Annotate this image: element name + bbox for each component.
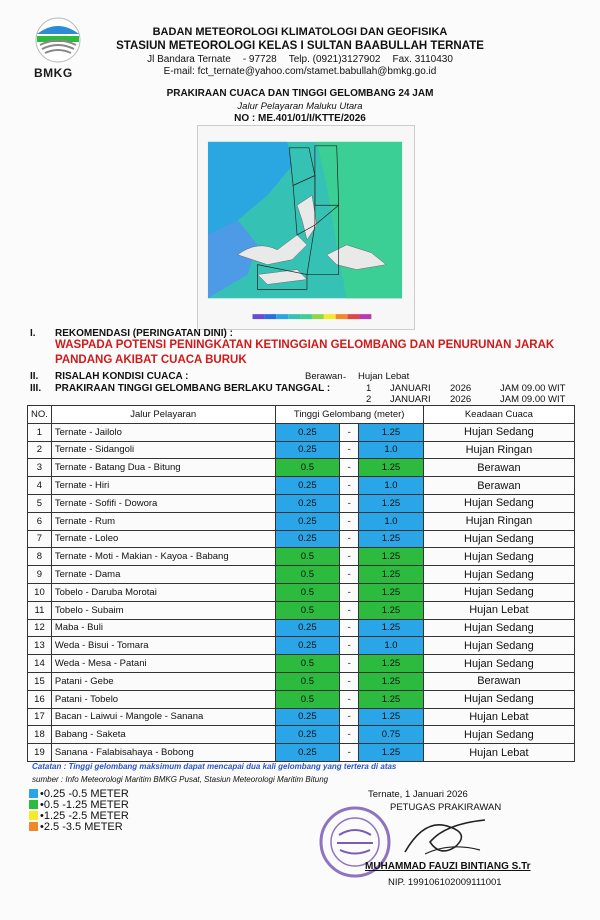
fax: Fax. 3110430 xyxy=(392,54,453,65)
row-max-height: 1.25 xyxy=(359,583,424,601)
legend-label: 0.25 -0.5 METER xyxy=(43,787,129,800)
row-route: Ternate - Rum xyxy=(51,512,275,530)
signature-place-date: Ternate, 1 Januari 2026 xyxy=(368,789,468,800)
table-row xyxy=(28,744,575,762)
row-dash: - xyxy=(340,601,359,619)
header-wave-height: Tinggi Gelombang (meter) xyxy=(275,406,423,424)
legend-label: 2.5 -3.5 METER xyxy=(43,820,123,833)
row-route: Weda - Bisui - Tomara xyxy=(51,637,275,655)
table-row xyxy=(28,548,575,566)
section-ii-num: II. xyxy=(30,371,39,382)
row-no: 2 xyxy=(28,441,52,459)
valid-to-year: 2026 xyxy=(450,394,472,405)
row-min-height: 0.25 xyxy=(275,530,340,548)
row-dash: - xyxy=(340,583,359,601)
row-dash: - xyxy=(340,566,359,584)
row-max-height: 1.25 xyxy=(359,672,424,690)
row-max-height: 1.25 xyxy=(359,566,424,584)
row-no: 16 xyxy=(28,690,52,708)
signature-name: MUHAMMAD FAUZI BINTIANG S.Tr xyxy=(365,861,531,872)
row-weather: Hujan Ringan xyxy=(423,512,574,530)
risalah-dash: - xyxy=(343,372,347,383)
row-weather: Hujan Sedang xyxy=(423,690,574,708)
row-no: 11 xyxy=(28,601,52,619)
legend-item: • 0.25 -0.5 METER xyxy=(29,788,129,799)
row-min-height: 0.25 xyxy=(275,726,340,744)
risalah-value-1: Berawan xyxy=(305,371,343,382)
row-min-height: 0.25 xyxy=(275,423,340,441)
row-weather: Hujan Sedang xyxy=(423,548,574,566)
section-ii-label: RISALAH KONDISI CUACA : xyxy=(55,371,189,382)
row-max-height: 1.25 xyxy=(359,494,424,512)
row-route: Weda - Mesa - Patani xyxy=(51,655,275,673)
row-route: Patani - Gebe xyxy=(51,672,275,690)
legend-label: 1.25 -2.5 METER xyxy=(43,809,129,822)
row-weather: Berawan xyxy=(423,477,574,495)
doc-title: PRAKIRAAN CUACA DAN TINGGI GELOMBANG 24 JAM xyxy=(166,88,434,99)
table-row xyxy=(28,494,575,512)
valid-from-day: 1 xyxy=(366,383,372,394)
row-route: Tobelo - Subaim xyxy=(51,601,275,619)
row-dash: - xyxy=(340,530,359,548)
row-route: Ternate - Hiri xyxy=(51,477,275,495)
row-weather: Berawan xyxy=(423,672,574,690)
row-no: 7 xyxy=(28,530,52,548)
wave-height-map xyxy=(197,125,415,330)
station-name: STASIUN METEOROLOGI KELAS I SULTAN BAABULLAH TERNATE xyxy=(116,40,484,52)
row-no: 19 xyxy=(28,744,52,762)
row-min-height: 0.25 xyxy=(275,477,340,495)
table-row xyxy=(28,726,575,744)
table-row xyxy=(28,619,575,637)
row-no: 17 xyxy=(28,708,52,726)
row-route: Ternate - Jailolo xyxy=(51,423,275,441)
row-route: Ternate - Moti - Makian - Kayoa - Babang xyxy=(51,548,275,566)
legend-item: • 0.5 -1.25 METER xyxy=(29,799,129,810)
table-row xyxy=(28,441,575,459)
row-dash: - xyxy=(340,655,359,673)
row-max-height: 1.25 xyxy=(359,530,424,548)
row-no: 1 xyxy=(28,423,52,441)
row-weather: Hujan Sedang xyxy=(423,655,574,673)
row-dash: - xyxy=(340,619,359,637)
row-max-height: 1.25 xyxy=(359,655,424,673)
row-min-height: 0.25 xyxy=(275,708,340,726)
row-min-height: 0.5 xyxy=(275,601,340,619)
row-dash: - xyxy=(340,744,359,762)
legend-swatch xyxy=(29,789,38,798)
row-weather: Berawan xyxy=(423,459,574,477)
phone: Telp. (0921)3127902 xyxy=(288,54,381,65)
row-min-height: 0.25 xyxy=(275,512,340,530)
row-min-height: 0.25 xyxy=(275,441,340,459)
row-dash: - xyxy=(340,459,359,477)
row-route: Ternate - Sidangoli xyxy=(51,441,275,459)
table-row xyxy=(28,708,575,726)
warning-text: WASPADA POTENSI PENINGKATAN KETINGGIAN GELOMBANG DAN PENURUNAN JARAK PANDANG AKIBAT CUACA BURUK xyxy=(55,339,555,366)
row-weather: Hujan Sedang xyxy=(423,423,574,441)
table-row xyxy=(28,512,575,530)
legend-swatch xyxy=(29,800,38,809)
row-route: Babang - Saketa xyxy=(51,726,275,744)
valid-from-time: JAM 09.00 WIT xyxy=(500,383,566,394)
header-route: Jalur Pelayaran xyxy=(51,406,275,424)
row-min-height: 0.5 xyxy=(275,548,340,566)
row-min-height: 0.5 xyxy=(275,655,340,673)
row-weather: Hujan Sedang xyxy=(423,566,574,584)
row-route: Bacan - Laiwui - Mangole - Sanana xyxy=(51,708,275,726)
row-min-height: 0.25 xyxy=(275,619,340,637)
row-no: 13 xyxy=(28,637,52,655)
row-min-height: 0.5 xyxy=(275,459,340,477)
row-route: Ternate - Loleo xyxy=(51,530,275,548)
row-dash: - xyxy=(340,423,359,441)
valid-from-year: 2026 xyxy=(450,383,472,394)
table-row xyxy=(28,530,575,548)
table-row xyxy=(28,566,575,584)
logo-text: BMKG xyxy=(34,66,73,80)
forecast-table xyxy=(27,405,575,762)
row-route: Ternate - Sofifi - Dowora xyxy=(51,494,275,512)
row-no: 18 xyxy=(28,726,52,744)
row-max-height: 1.0 xyxy=(359,441,424,459)
row-dash: - xyxy=(340,441,359,459)
legend-swatch xyxy=(29,811,38,820)
row-min-height: 0.25 xyxy=(275,494,340,512)
row-max-height: 1.25 xyxy=(359,708,424,726)
row-weather: Hujan Sedang xyxy=(423,583,574,601)
row-no: 4 xyxy=(28,477,52,495)
table-row xyxy=(28,583,575,601)
row-no: 8 xyxy=(28,548,52,566)
table-row xyxy=(28,690,575,708)
row-weather: Hujan Sedang xyxy=(423,726,574,744)
table-row xyxy=(28,477,575,495)
note-catatan: Catatan : Tinggi gelombang maksimum dapat mencapai dua kali gelombang yang tertera di atas xyxy=(32,762,397,771)
email-line: E-mail: fct_ternate@yahoo.com/stamet.babullah@bmkg.go.id xyxy=(163,66,437,77)
table-row xyxy=(28,423,575,441)
row-max-height: 1.0 xyxy=(359,477,424,495)
section-iii-num: III. xyxy=(30,383,42,394)
table-row xyxy=(28,601,575,619)
row-min-height: 0.5 xyxy=(275,690,340,708)
row-no: 14 xyxy=(28,655,52,673)
row-route: Tobelo - Daruba Morotai xyxy=(51,583,275,601)
row-max-height: 1.0 xyxy=(359,512,424,530)
row-route: Patani - Tobelo xyxy=(51,690,275,708)
row-min-height: 0.5 xyxy=(275,672,340,690)
row-weather: Hujan Sedang xyxy=(423,619,574,637)
valid-to-day: 2 xyxy=(366,394,372,405)
row-route: Ternate - Batang Dua - Bitung xyxy=(51,459,275,477)
table-row xyxy=(28,672,575,690)
row-min-height: 0.5 xyxy=(275,566,340,584)
row-min-height: 0.5 xyxy=(275,583,340,601)
table-header-row xyxy=(28,406,575,424)
row-min-height: 0.25 xyxy=(275,637,340,655)
address: Jl Bandara Ternate xyxy=(147,54,231,65)
row-route: Sanana - Falabisahaya - Bobong xyxy=(51,744,275,762)
row-max-height: 1.25 xyxy=(359,601,424,619)
row-weather: Hujan Sedang xyxy=(423,637,574,655)
agency-name: BADAN METEOROLOGI KLIMATOLOGI DAN GEOFISIKA xyxy=(152,26,448,38)
row-dash: - xyxy=(340,637,359,655)
signature-role: PETUGAS PRAKIRAWAN xyxy=(390,802,502,813)
table-body xyxy=(28,423,575,761)
row-no: 3 xyxy=(28,459,52,477)
table-row xyxy=(28,655,575,673)
row-no: 5 xyxy=(28,494,52,512)
table-row xyxy=(28,637,575,655)
doc-number: NO : ME.401/01/I/KTTE/2026 xyxy=(234,113,366,124)
row-route: Maba - Buli xyxy=(51,619,275,637)
doc-subtitle: Jalur Pelayaran Maluku Utara xyxy=(237,101,363,112)
row-no: 6 xyxy=(28,512,52,530)
table-row xyxy=(28,459,575,477)
legend-item: • 1.25 -2.5 METER xyxy=(29,810,129,821)
handwritten-signature xyxy=(395,812,495,862)
row-no: 12 xyxy=(28,619,52,637)
valid-from-month: JANUARI xyxy=(390,383,431,394)
row-weather: Hujan Lebat xyxy=(423,708,574,726)
row-no: 10 xyxy=(28,583,52,601)
row-dash: - xyxy=(340,548,359,566)
legend-label: 0.5 -1.25 METER xyxy=(43,798,129,811)
postal-code: - 97728 xyxy=(242,54,277,65)
header-weather: Keadaan Cuaca xyxy=(423,406,574,424)
section-i-label: REKOMENDASI (PERINGATAN DINI) : xyxy=(55,328,233,339)
row-dash: - xyxy=(340,672,359,690)
row-route: Ternate - Dama xyxy=(51,566,275,584)
row-dash: - xyxy=(340,726,359,744)
valid-to-month: JANUARI xyxy=(390,394,431,405)
section-iii-label: PRAKIRAAN TINGGI GELOMBANG BERLAKU TANGGAL : xyxy=(55,383,331,394)
row-min-height: 0.25 xyxy=(275,744,340,762)
note-sumber: sumber : Info Meteorologi Maritim BMKG Pusat, Stasiun Meteorologi Maritim Bitung xyxy=(32,775,329,784)
row-max-height: 1.0 xyxy=(359,637,424,655)
header-no: NO. xyxy=(28,406,52,424)
map-colorbar xyxy=(253,314,372,319)
row-max-height: 1.25 xyxy=(359,690,424,708)
row-max-height: 1.25 xyxy=(359,548,424,566)
row-max-height: 1.25 xyxy=(359,619,424,637)
section-i-num: I. xyxy=(30,328,36,339)
row-weather: Hujan Lebat xyxy=(423,601,574,619)
row-weather: Hujan Ringan xyxy=(423,441,574,459)
row-max-height: 1.25 xyxy=(359,744,424,762)
row-max-height: 1.25 xyxy=(359,423,424,441)
valid-to-time: JAM 09.00 WIT xyxy=(500,394,566,405)
row-dash: - xyxy=(340,708,359,726)
row-weather: Hujan Lebat xyxy=(423,744,574,762)
row-dash: - xyxy=(340,494,359,512)
row-max-height: 0.75 xyxy=(359,726,424,744)
row-no: 15 xyxy=(28,672,52,690)
row-max-height: 1.25 xyxy=(359,459,424,477)
wave-legend xyxy=(29,788,129,832)
risalah-value-2: Hujan Lebat xyxy=(358,371,410,382)
row-no: 9 xyxy=(28,566,52,584)
legend-swatch xyxy=(29,822,38,831)
legend-item: • 2.5 -3.5 METER xyxy=(29,821,129,832)
row-dash: - xyxy=(340,690,359,708)
row-dash: - xyxy=(340,477,359,495)
address-line xyxy=(95,54,505,65)
row-dash: - xyxy=(340,512,359,530)
row-weather: Hujan Sedang xyxy=(423,494,574,512)
signature-nip: NIP. 199106102009111001 xyxy=(388,877,502,888)
row-weather: Hujan Sedang xyxy=(423,530,574,548)
